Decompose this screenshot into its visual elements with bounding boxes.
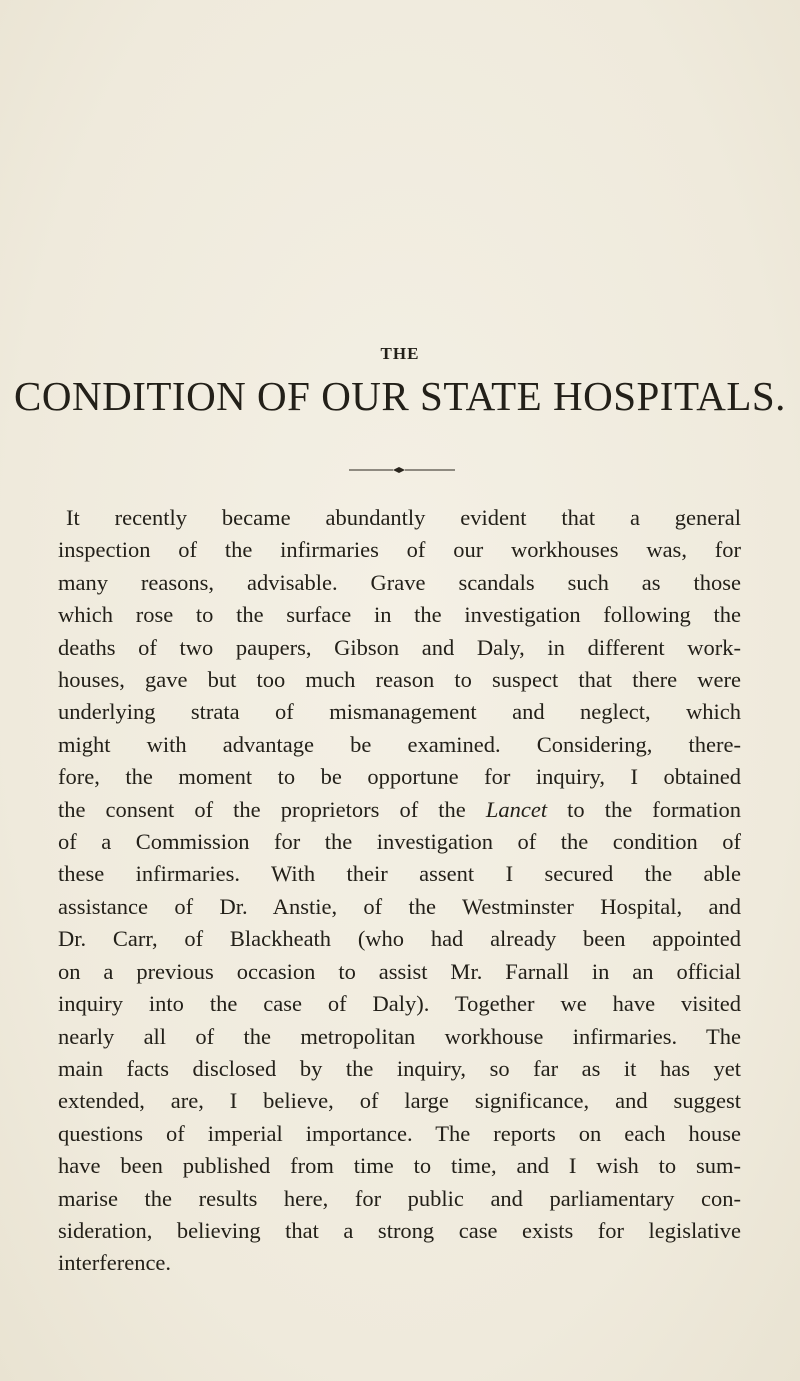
text-line: It recently became abundantly evident that a general bbox=[66, 505, 741, 530]
text-line-with-italic bbox=[58, 794, 741, 826]
text-line: fore, the moment to be opportune for inquiry, I obtained bbox=[58, 764, 741, 790]
page-title: CONDITION OF OUR STATE HOSPITALS. bbox=[14, 373, 786, 419]
text-line: on a previous occasion to assist Mr. Farnall in an official bbox=[58, 958, 741, 984]
text-line: houses, gave but too much reason to suspect that there were bbox=[58, 667, 741, 693]
text-line: assistance of Dr. Anstie, of the Westminster Hospital, and bbox=[58, 893, 741, 919]
text-line: marise the results here, for public and parliamentary con- bbox=[58, 1185, 741, 1211]
text-line: might with advantage be examined. Considering, there- bbox=[58, 731, 741, 757]
text-line: inspection of the infirmaries of our workhouses was, for bbox=[58, 537, 741, 563]
text-line: interference. bbox=[58, 1250, 172, 1276]
journal-title-italic: Lancet bbox=[485, 796, 548, 822]
text-line: many reasons, advisable. Grave scandals such as those bbox=[58, 569, 741, 595]
text-line: of a Commission for the investigation of the condition of bbox=[58, 829, 741, 855]
text-line: deaths of two paupers, Gibson and Daly, in different work- bbox=[58, 634, 741, 660]
text-line: have been published from time to time, and I wish to sum- bbox=[58, 1153, 741, 1179]
text-line: sideration, believing that a strong case exists for legislative bbox=[58, 1217, 741, 1243]
pre-title: THE bbox=[380, 344, 420, 363]
text-line: extended, are, I believe, of large significance, and suggest bbox=[58, 1088, 741, 1114]
text-line: main facts disclosed by the inquiry, so far as it has yet bbox=[58, 1055, 741, 1081]
text-line: which rose to the surface in the investigation following the bbox=[58, 602, 741, 628]
ornament-divider-icon bbox=[349, 465, 455, 475]
text-line: nearly all of the metropolitan workhouse infirmaries. The bbox=[58, 1023, 741, 1049]
text-line: underlying strata of mismanagement and neglect, which bbox=[58, 699, 741, 725]
text-segment: to the formation bbox=[547, 796, 741, 822]
text-line: questions of imperial importance. The reports on each house bbox=[58, 1120, 741, 1146]
text-line: these infirmaries. With their assent I secured the able bbox=[58, 861, 741, 887]
text-line: inquiry into the case of Daly). Together we have visited bbox=[58, 991, 741, 1017]
text-segment: the consent of the proprietors of the bbox=[58, 796, 486, 822]
text-line: Dr. Carr, of Blackheath (who had already been appointed bbox=[58, 926, 741, 952]
body-paragraph bbox=[58, 502, 741, 1280]
